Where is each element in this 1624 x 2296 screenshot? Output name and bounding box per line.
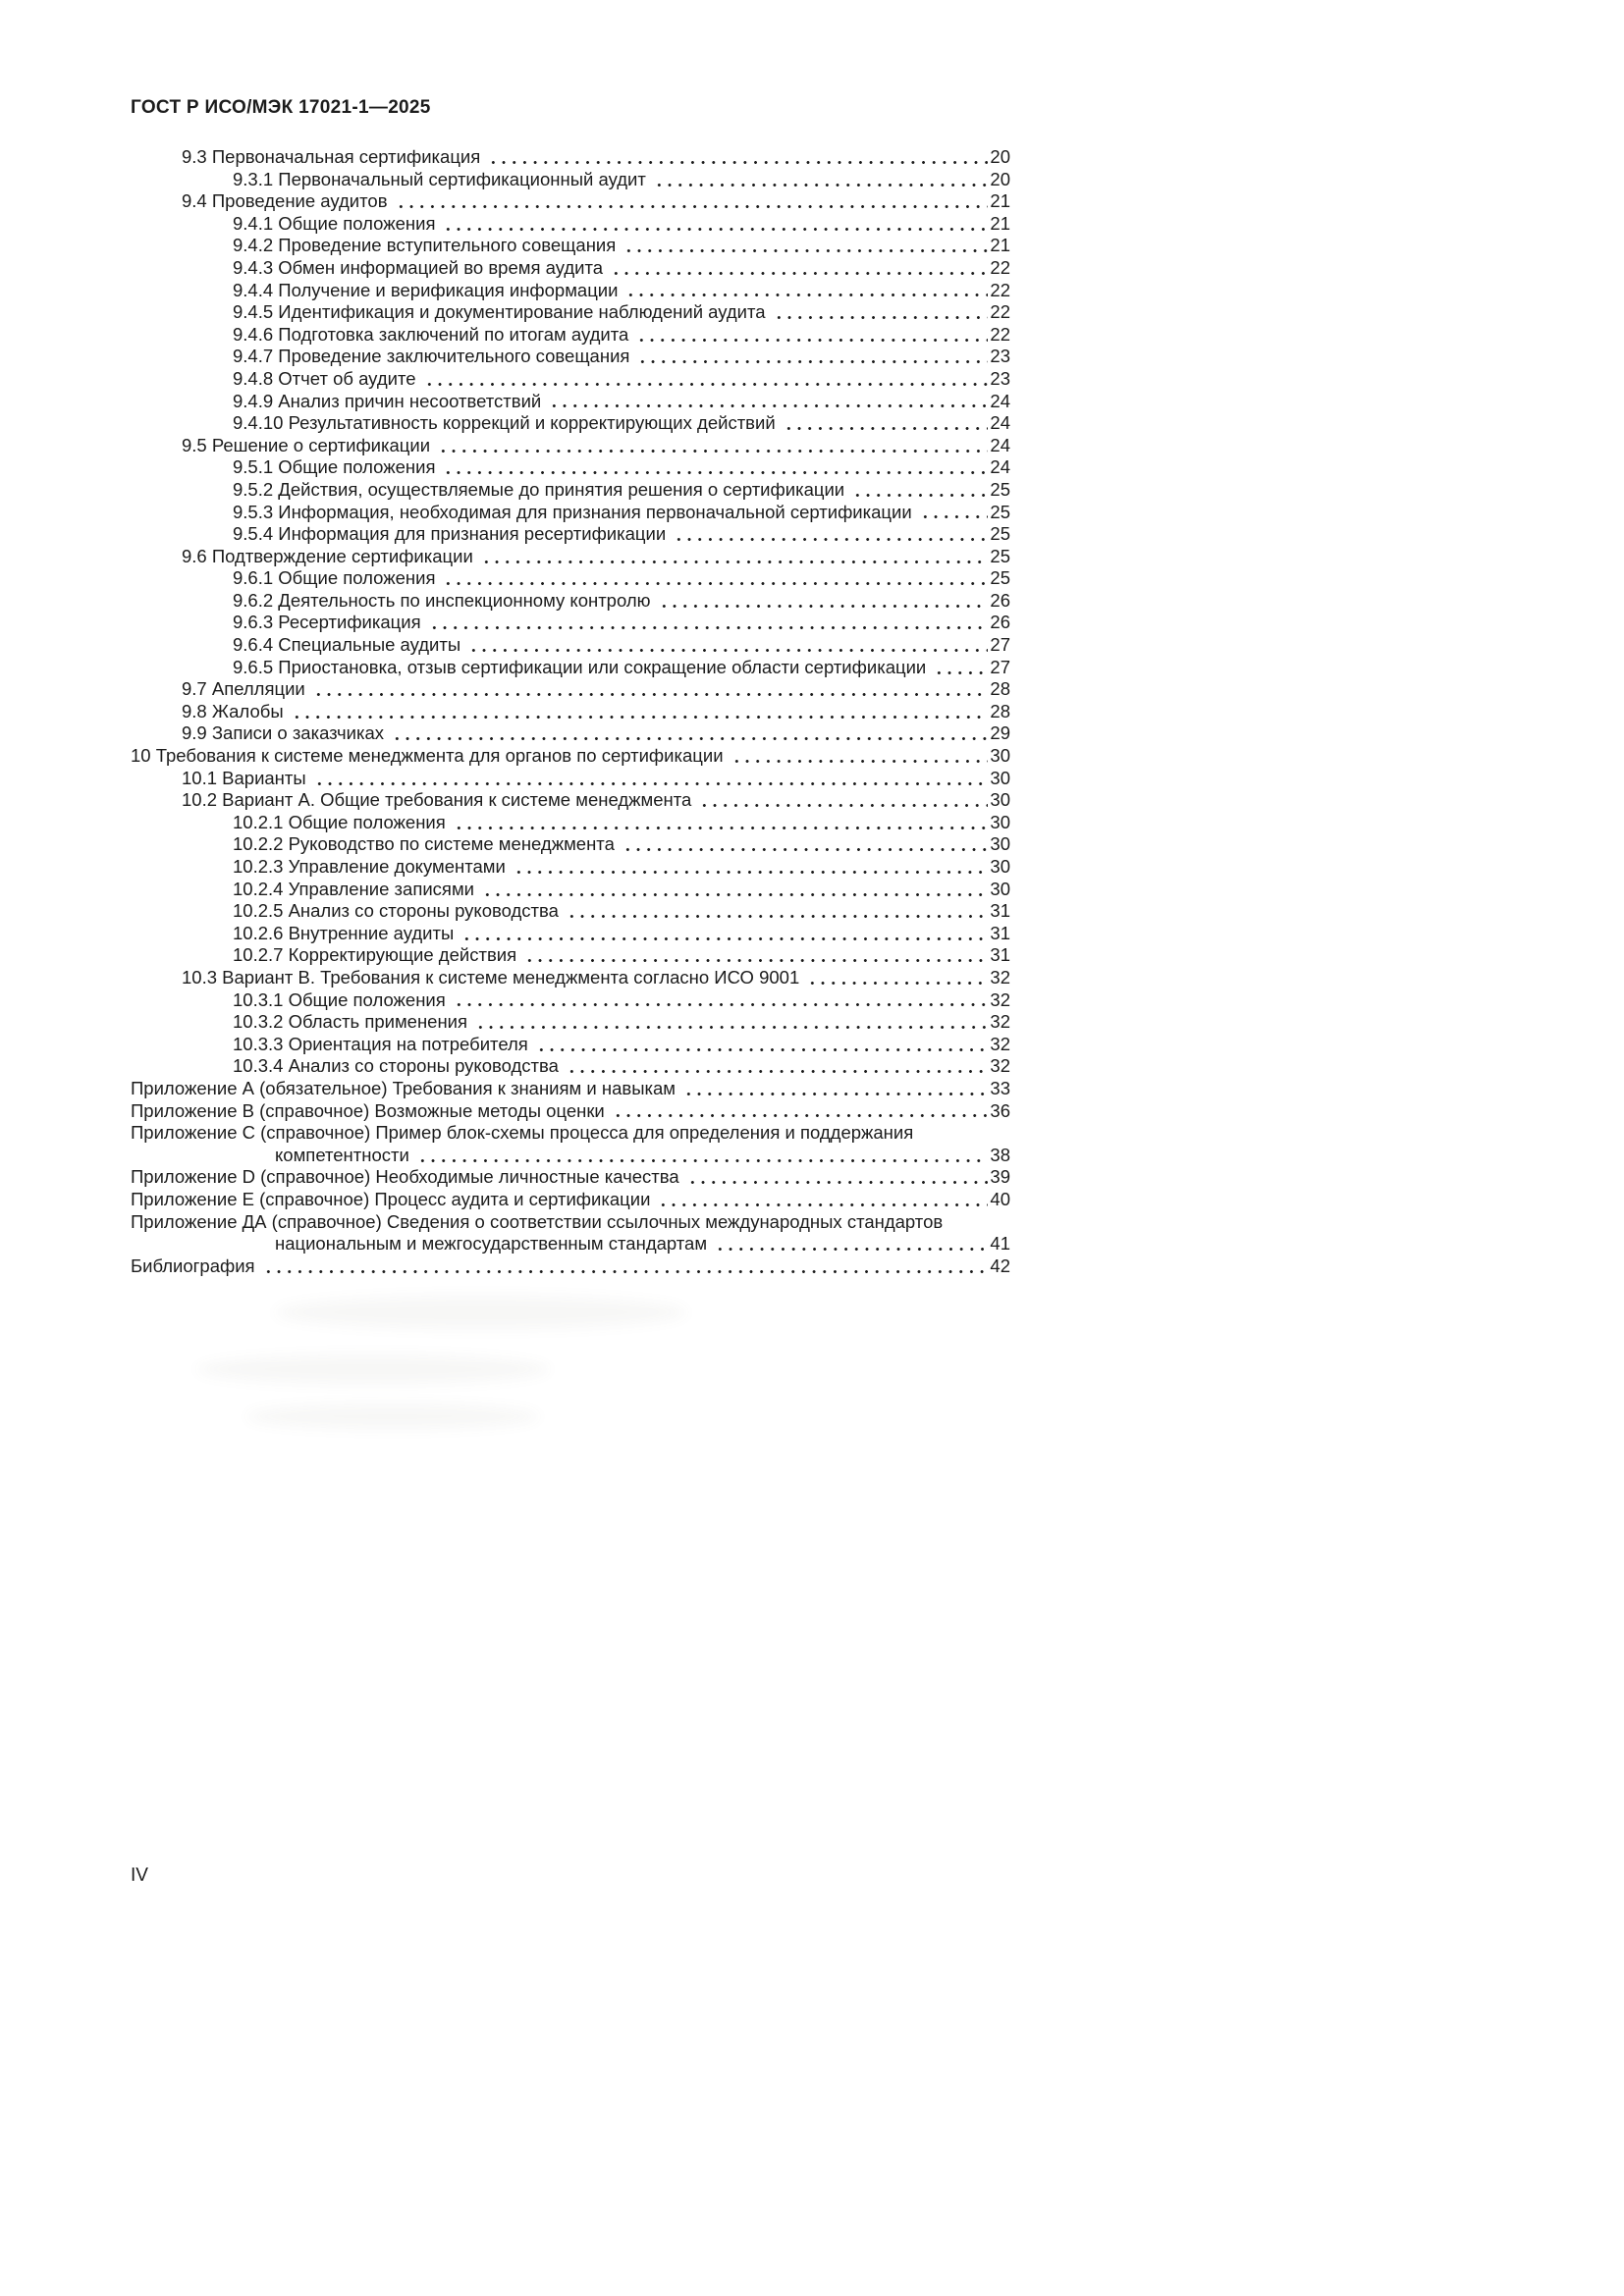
dot-leader bbox=[918, 502, 989, 524]
toc-entry-title: 9.5.3 Информация, необходимая для признания первоначальной сертификации bbox=[233, 501, 912, 522]
toc-entry bbox=[233, 989, 1010, 1012]
dot-leader bbox=[622, 235, 988, 257]
toc-entry-page: 22 bbox=[990, 323, 1010, 345]
toc-entry-title: 9.9 Записи о заказчиках bbox=[182, 722, 385, 744]
toc-entry-page: 33 bbox=[990, 1077, 1010, 1098]
toc-entry bbox=[182, 435, 1010, 457]
toc-entry bbox=[182, 146, 1010, 169]
toc-entry-page: 24 bbox=[990, 390, 1010, 411]
dot-leader bbox=[623, 280, 988, 302]
toc-entry-page: 25 bbox=[990, 523, 1010, 545]
toc-entry bbox=[233, 923, 1010, 945]
toc-entry-page: 32 bbox=[990, 1033, 1010, 1054]
toc-entry bbox=[182, 190, 1010, 213]
toc-entry-title: 9.4.7 Проведение заключительного совещания bbox=[233, 346, 630, 367]
toc-entry-title: 10.3 Вариант В. Требования к системе менеджмента согласно ИСО 9001 bbox=[182, 966, 800, 988]
toc-entry bbox=[233, 944, 1010, 967]
toc-entry-title: 9.3.1 Первоначальный сертификационный аудит bbox=[233, 168, 646, 189]
toc-entry-title: Приложение А (обязательное) Требования к знаниям и навыкам bbox=[131, 1077, 677, 1098]
toc-entry-page: 30 bbox=[990, 856, 1010, 877]
dot-leader bbox=[452, 989, 989, 1012]
dot-leader bbox=[850, 479, 988, 502]
dot-leader bbox=[534, 1034, 989, 1056]
toc-entry bbox=[233, 523, 1010, 546]
dot-leader bbox=[565, 1055, 988, 1078]
dot-leader bbox=[290, 701, 989, 723]
dot-leader bbox=[730, 745, 989, 768]
toc-entry bbox=[233, 412, 1010, 435]
toc-entry bbox=[131, 745, 1010, 768]
toc-entry bbox=[233, 634, 1010, 657]
toc-entry-title: 10.3.2 Область применения bbox=[233, 1011, 468, 1033]
dot-leader bbox=[805, 967, 988, 989]
toc-entry-title: 10.2.4 Управление записями bbox=[233, 878, 475, 899]
toc-entry bbox=[233, 346, 1010, 368]
toc-entry-page: 28 bbox=[990, 678, 1010, 700]
toc-entry-title: компетентности bbox=[275, 1144, 409, 1165]
toc-entry-page: 27 bbox=[990, 656, 1010, 677]
toc-entry-title: 9.4 Проведение аудитов bbox=[182, 190, 388, 212]
toc-entry-title: 9.4.5 Идентификация и документирование наблюдений аудита bbox=[233, 301, 766, 323]
toc-entry-title: 9.8 Жалобы bbox=[182, 700, 284, 721]
dot-leader bbox=[919, 1122, 1008, 1145]
toc-entry-page: 21 bbox=[990, 190, 1010, 212]
toc-entry-page: 41 bbox=[990, 1233, 1010, 1255]
toc-entry bbox=[233, 479, 1010, 502]
toc-entry-title: 9.5 Решение о сертификации bbox=[182, 434, 431, 455]
dot-leader bbox=[441, 456, 988, 479]
toc-entry-page: 42 bbox=[990, 1255, 1010, 1276]
toc-entry bbox=[233, 812, 1010, 834]
toc-entry-title: Приложение Е (справочное) Процесс аудита и сертификации bbox=[131, 1188, 651, 1209]
toc-entry-page: 30 bbox=[990, 789, 1010, 811]
toc-entry-page: 38 bbox=[990, 1144, 1010, 1165]
toc-entry bbox=[233, 235, 1010, 257]
dot-leader bbox=[565, 900, 988, 923]
toc-entry bbox=[233, 502, 1010, 524]
toc-entry bbox=[233, 1011, 1010, 1034]
toc-entry bbox=[131, 1166, 1010, 1189]
document-title-header: ГОСТ Р ИСО/МЭК 17021-1—2025 bbox=[131, 97, 431, 118]
dot-leader bbox=[657, 590, 989, 613]
toc-entry-title: 9.6.4 Специальные аудиты bbox=[233, 634, 461, 656]
dot-leader bbox=[486, 146, 988, 169]
dot-leader bbox=[479, 546, 989, 568]
dot-leader bbox=[452, 812, 989, 834]
toc-entry-title: 10.1 Варианты bbox=[182, 767, 306, 788]
dot-leader bbox=[685, 1166, 989, 1189]
dot-leader bbox=[261, 1255, 989, 1278]
toc-entry bbox=[233, 567, 1010, 590]
toc-entry-page: 24 bbox=[990, 412, 1010, 434]
toc-entry-page: 39 bbox=[990, 1166, 1010, 1188]
toc-entry bbox=[233, 590, 1010, 613]
dot-leader bbox=[427, 612, 989, 634]
toc-entry-title: 9.6.1 Общие положения bbox=[233, 567, 436, 589]
dot-leader bbox=[782, 412, 989, 435]
toc-entry-title: 9.4.10 Результативность коррекций и корректирующих действий bbox=[233, 412, 776, 434]
toc-entry bbox=[233, 900, 1010, 923]
dot-leader bbox=[713, 1233, 988, 1255]
dot-leader bbox=[394, 190, 989, 213]
dot-leader bbox=[621, 833, 989, 856]
toc-entry bbox=[182, 722, 1010, 745]
dot-leader bbox=[772, 301, 989, 324]
toc-entry bbox=[233, 257, 1010, 280]
toc-entry-title: 10.2.7 Корректирующие действия bbox=[233, 944, 517, 966]
toc-entry-title: 9.4.3 Обмен информацией во время аудита bbox=[233, 256, 604, 278]
toc-entry bbox=[233, 324, 1010, 347]
dot-leader bbox=[948, 1211, 1008, 1234]
toc-entry bbox=[233, 280, 1010, 302]
toc-entry-page: 32 bbox=[990, 988, 1010, 1010]
scan-artifact bbox=[245, 1404, 540, 1429]
toc-entry-title: 10.3.1 Общие положения bbox=[233, 988, 446, 1010]
toc-entry-page: 21 bbox=[990, 235, 1010, 256]
toc-entry bbox=[233, 391, 1010, 413]
toc-entry-page: 31 bbox=[990, 922, 1010, 943]
dot-leader bbox=[311, 678, 989, 701]
toc-entry-title: 10.2 Вариант А. Общие требования к системе менеджмента bbox=[182, 789, 692, 811]
toc-entry-page: 27 bbox=[990, 634, 1010, 656]
dot-leader bbox=[697, 789, 988, 812]
toc-entry-title: 9.6.2 Деятельность по инспекционному контролю bbox=[233, 589, 651, 611]
dot-leader bbox=[635, 346, 988, 368]
toc-entry bbox=[131, 1100, 1010, 1123]
toc-entry bbox=[233, 856, 1010, 879]
toc-entry-title: 9.5.2 Действия, осуществляемые до принятия решения о сертификации bbox=[233, 478, 845, 500]
toc-entry-title: 9.4.8 Отчет об аудите bbox=[233, 367, 416, 389]
toc-entry-page: 23 bbox=[990, 367, 1010, 389]
toc-entry-title: Приложение В (справочное) Возможные методы оценки bbox=[131, 1099, 605, 1121]
dot-leader bbox=[681, 1078, 988, 1100]
toc-entry-page: 22 bbox=[990, 279, 1010, 300]
toc-entry-page: 40 bbox=[990, 1188, 1010, 1209]
toc-entry-page: 36 bbox=[990, 1099, 1010, 1121]
toc-entry-title: 9.4.9 Анализ причин несоответствий bbox=[233, 390, 542, 411]
toc-entry bbox=[233, 169, 1010, 191]
toc-entry-page: 25 bbox=[990, 545, 1010, 566]
toc-entry bbox=[233, 456, 1010, 479]
toc-entry bbox=[182, 701, 1010, 723]
toc-entry-page: 32 bbox=[990, 1055, 1010, 1077]
toc-entry-page: 31 bbox=[990, 900, 1010, 922]
toc-entry-page: 25 bbox=[990, 478, 1010, 500]
toc-entry-title: 9.6.5 Приостановка, отзыв сертификации или сокращение области сертификации bbox=[233, 656, 927, 677]
toc-entry-title: 10.2.1 Общие положения bbox=[233, 811, 446, 832]
toc-entry-page: 24 bbox=[990, 456, 1010, 478]
dot-leader bbox=[312, 768, 989, 790]
dot-leader bbox=[460, 923, 988, 945]
page-number-footer: IV bbox=[131, 1865, 148, 1886]
dot-leader bbox=[652, 169, 989, 191]
toc-entry-page: 25 bbox=[990, 501, 1010, 522]
toc-entry-page: 21 bbox=[990, 212, 1010, 234]
dot-leader bbox=[441, 567, 988, 590]
dot-leader bbox=[422, 368, 989, 391]
toc-entry bbox=[131, 1255, 1010, 1278]
toc-entry-page: 26 bbox=[990, 589, 1010, 611]
toc-entry bbox=[131, 1189, 1010, 1211]
toc-entry bbox=[275, 1233, 1010, 1255]
table-of-contents bbox=[131, 146, 1010, 1277]
dot-leader bbox=[512, 856, 989, 879]
toc-entry-title: 10.3.3 Ориентация на потребителя bbox=[233, 1033, 528, 1054]
toc-entry-page: 24 bbox=[990, 434, 1010, 455]
toc-entry bbox=[233, 301, 1010, 324]
dot-leader bbox=[436, 435, 988, 457]
toc-entry-title: 9.6 Подтверждение сертификации bbox=[182, 545, 473, 566]
toc-entry-page: 20 bbox=[990, 146, 1010, 167]
toc-entry-page: 30 bbox=[990, 878, 1010, 899]
toc-entry-title: Библиография bbox=[131, 1255, 255, 1276]
dot-leader bbox=[390, 722, 988, 745]
toc-entry-title: Приложение ДА (справочное) Сведения о соответствии ссылочных международных стандартов bbox=[131, 1210, 944, 1232]
toc-entry-title: 9.6.3 Ресертификация bbox=[233, 612, 421, 633]
toc-entry-title: Приложение С (справочное) Пример блок-схемы процесса для определения и поддержания bbox=[131, 1122, 914, 1144]
toc-entry bbox=[233, 213, 1010, 236]
toc-entry bbox=[182, 546, 1010, 568]
toc-entry bbox=[131, 1122, 1010, 1145]
toc-entry-page: 30 bbox=[990, 811, 1010, 832]
dot-leader bbox=[611, 1100, 989, 1123]
dot-leader bbox=[415, 1145, 989, 1167]
scan-artifact bbox=[275, 1296, 687, 1329]
dot-leader bbox=[932, 657, 988, 679]
toc-entry-title: национальным и межгосударственным стандартам bbox=[275, 1233, 708, 1255]
toc-entry-page: 30 bbox=[990, 833, 1010, 855]
dot-leader bbox=[634, 324, 988, 347]
toc-entry-page: 30 bbox=[990, 767, 1010, 788]
toc-entry bbox=[233, 612, 1010, 634]
toc-entry-page: 23 bbox=[990, 346, 1010, 367]
dot-leader bbox=[480, 879, 988, 901]
toc-entry-title: 9.4.4 Получение и верификация информации bbox=[233, 279, 619, 300]
toc-entry bbox=[275, 1145, 1010, 1167]
toc-entry bbox=[233, 657, 1010, 679]
toc-entry-page: 30 bbox=[990, 745, 1010, 767]
toc-entry bbox=[131, 1211, 1010, 1234]
toc-entry-page: 32 bbox=[990, 966, 1010, 988]
toc-entry-page: 31 bbox=[990, 944, 1010, 966]
toc-entry-page: 22 bbox=[990, 301, 1010, 323]
dot-leader bbox=[473, 1011, 988, 1034]
dot-leader bbox=[656, 1189, 988, 1211]
toc-entry-title: 10.2.2 Руководство по системе менеджмента bbox=[233, 833, 615, 855]
toc-entry bbox=[182, 768, 1010, 790]
toc-entry bbox=[233, 1055, 1010, 1078]
toc-entry bbox=[182, 678, 1010, 701]
toc-entry bbox=[233, 833, 1010, 856]
toc-entry-title: 9.7 Апелляции bbox=[182, 678, 305, 700]
toc-entry-title: 10.2.5 Анализ со стороны руководства bbox=[233, 900, 559, 922]
toc-entry-page: 29 bbox=[990, 722, 1010, 744]
scan-artifact bbox=[196, 1355, 550, 1384]
toc-entry-title: Приложение D (справочное) Необходимые личностные качества bbox=[131, 1166, 679, 1188]
toc-entry-page: 25 bbox=[990, 567, 1010, 589]
toc-entry bbox=[233, 1034, 1010, 1056]
toc-entry bbox=[233, 368, 1010, 391]
toc-entry-page: 28 bbox=[990, 700, 1010, 721]
toc-entry-page: 26 bbox=[990, 612, 1010, 633]
toc-entry-title: 10.3.4 Анализ со стороны руководства bbox=[233, 1055, 559, 1077]
toc-entry-title: 9.4.1 Общие положения bbox=[233, 212, 436, 234]
toc-entry bbox=[233, 879, 1010, 901]
toc-entry-title: 10.2.6 Внутренние аудиты bbox=[233, 922, 455, 943]
toc-entry-page: 22 bbox=[990, 256, 1010, 278]
toc-entry-page: 32 bbox=[990, 1011, 1010, 1033]
toc-entry-title: 9.4.2 Проведение вступительного совещания bbox=[233, 235, 617, 256]
toc-entry-page: 20 bbox=[990, 168, 1010, 189]
toc-entry bbox=[182, 789, 1010, 812]
toc-entry-title: 9.5.4 Информация для признания ресертификации bbox=[233, 523, 667, 545]
dot-leader bbox=[466, 634, 988, 657]
dot-leader bbox=[522, 944, 988, 967]
dot-leader bbox=[609, 257, 988, 280]
dot-leader bbox=[547, 391, 988, 413]
toc-entry-title: 9.5.1 Общие положения bbox=[233, 456, 436, 478]
toc-entry-title: 10 Требования к системе менеджмента для органов по сертификации bbox=[131, 745, 724, 767]
toc-entry-title: 9.4.6 Подготовка заключений по итогам аудита bbox=[233, 323, 629, 345]
toc-entry-title: 9.3 Первоначальная сертификация bbox=[182, 146, 481, 167]
toc-entry-title: 10.2.3 Управление документами bbox=[233, 856, 506, 877]
toc-entry bbox=[131, 1078, 1010, 1100]
dot-leader bbox=[672, 523, 988, 546]
dot-leader bbox=[441, 213, 988, 236]
toc-entry bbox=[182, 967, 1010, 989]
